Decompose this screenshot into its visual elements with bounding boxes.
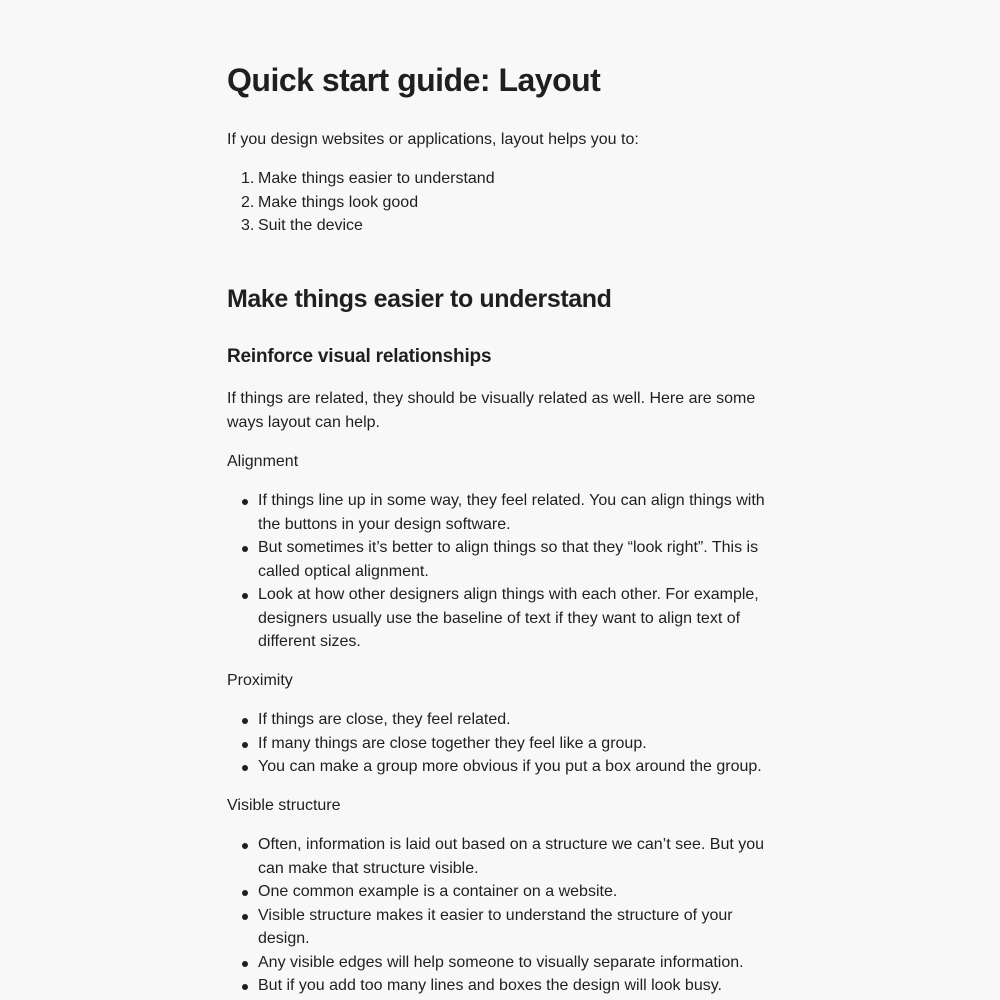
list-item (227, 536, 787, 583)
list-item (227, 880, 787, 904)
bullet-icon (242, 546, 248, 552)
list-item (227, 904, 787, 951)
list-item (227, 191, 787, 215)
subsection-heading: Reinforce visual relationships (227, 346, 492, 367)
proximity-list (227, 708, 787, 779)
list-item-text: Make things look good (258, 193, 419, 211)
list-item-text: Often, information is laid out based on a structure we can’t see. But you can make that structure visible. (258, 836, 765, 877)
section-paragraph: If things are related, they should be visually related as well. Here are some ways layout can help. (227, 390, 756, 431)
bullet-icon (242, 765, 248, 771)
page-title: Quick start guide: Layout (227, 62, 601, 98)
bullet-icon (242, 843, 248, 849)
list-item-text: Suit the device (258, 217, 363, 234)
bullet-icon (242, 593, 248, 599)
list-number: 1. (241, 170, 255, 187)
goals-list (227, 167, 787, 238)
list-item-text: One common example is a container on a website. (258, 883, 618, 900)
bullet-icon (242, 890, 248, 896)
bullet-icon (242, 499, 248, 505)
visible-structure-label: Visible structure (227, 797, 341, 814)
visible-structure-list (227, 833, 787, 998)
bullet-icon (242, 742, 248, 748)
list-item (227, 167, 787, 191)
list-item (227, 951, 787, 975)
list-item-text: If things are close, they feel related. (258, 711, 511, 728)
list-item-text: Look at how other designers align things with each other. For example, designers usually use the baseline of text if they want to align text of different sizes. (258, 586, 759, 650)
list-item-text: Any visible edges will help someone to visually separate information. (258, 953, 744, 971)
list-item (227, 755, 787, 779)
bullet-icon (242, 914, 248, 920)
bullet-icon (242, 961, 248, 967)
list-item (227, 583, 787, 654)
bullet-icon (242, 984, 248, 990)
list-item (227, 708, 787, 732)
list-item (227, 833, 787, 880)
alignment-label: Alignment (227, 453, 299, 470)
list-item-text: If many things are close together they feel like a group. (258, 734, 647, 752)
section-heading: Make things easier to understand (227, 285, 612, 313)
list-item-text: But if you add too many lines and boxes the design will look busy. (258, 977, 722, 994)
list-number: 3. (241, 217, 255, 234)
bullet-icon (242, 718, 248, 724)
alignment-list (227, 489, 787, 654)
list-item (227, 974, 787, 998)
list-item-text: If things line up in some way, they feel related. You can align things with the buttons in your design software. (258, 492, 765, 533)
list-item-text: Make things easier to understand (258, 170, 495, 187)
list-item-text: You can make a group more obvious if you put a box around the group. (258, 758, 762, 775)
list-item (227, 732, 787, 756)
list-item (227, 214, 787, 238)
list-item-text: But sometimes it’s better to align things so that they “look right”. This is called optical alignment. (258, 539, 759, 580)
list-item (227, 489, 787, 536)
intro-paragraph: If you design websites or applications, layout helps you to: (227, 131, 639, 148)
list-number: 2. (241, 193, 255, 211)
list-item-text: Visible structure makes it easier to understand the structure of your design. (258, 906, 733, 947)
proximity-label: Proximity (227, 672, 293, 689)
